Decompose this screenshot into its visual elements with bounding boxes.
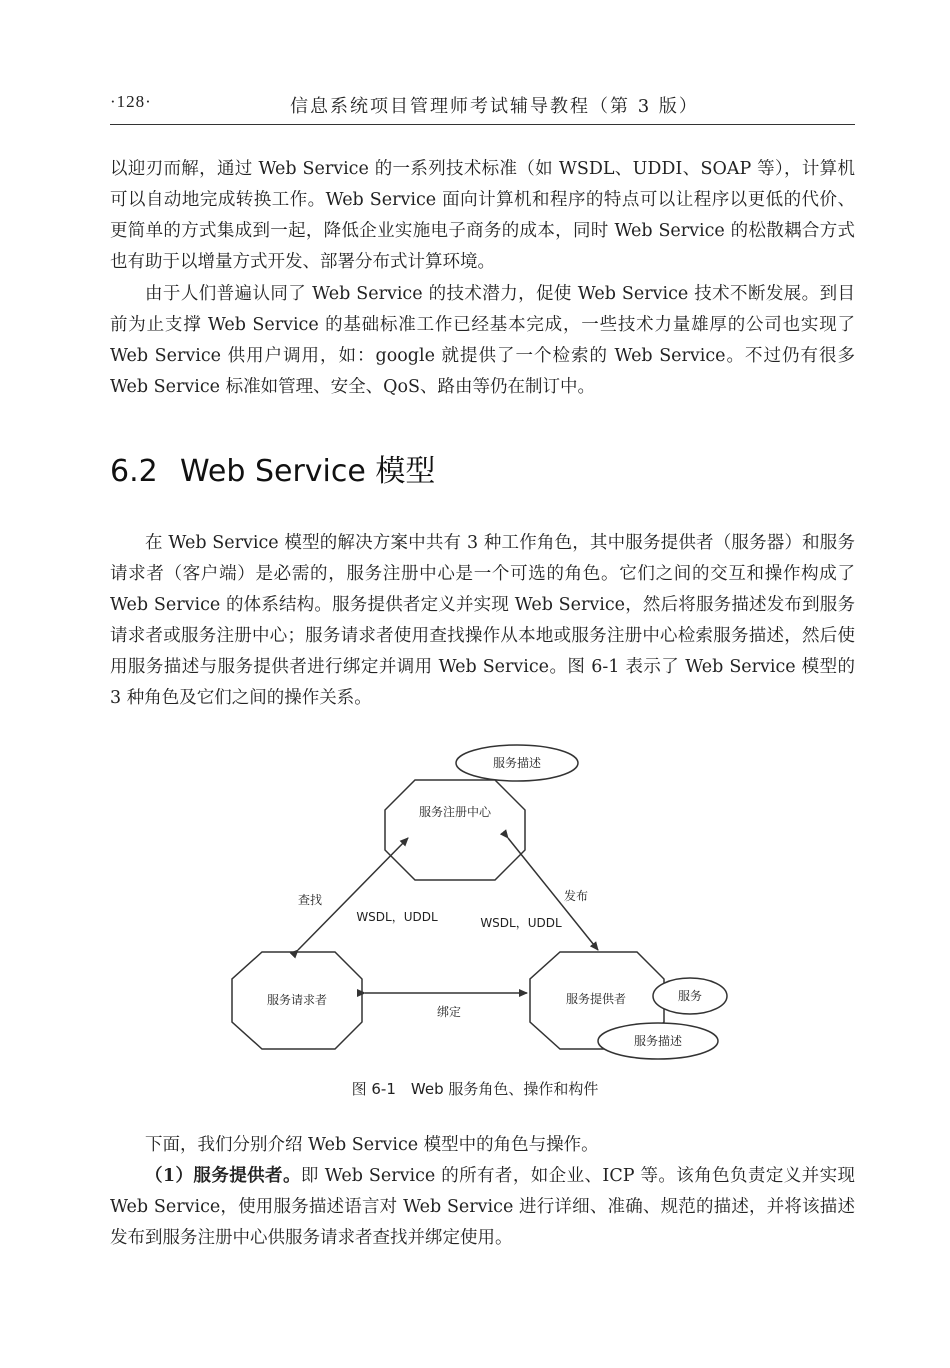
figure-6-1 (0, 740, 950, 1070)
figure-caption: 图 6-1 Web 服务角色、操作和构件 (351, 1080, 599, 1098)
paragraph-5-lead: （1）服务提供者。 (145, 1166, 301, 1186)
publish-protocol-label: WSDL，UDDL (480, 916, 562, 930)
paragraph-5-text (110, 1161, 855, 1254)
paragraph-5-body: 即 Web Service 的所有者，如企业、ICP 等。该角色负责定义并实现 Web Service，使用服务描述语言对 Web Service 进行详细、准确、规范的描述，并将该描述发布到服务注册中心供服务请求者查找并绑定使用。 (110, 1166, 855, 1248)
section-title: Web Service 模型 (180, 454, 436, 489)
requester-label: 服务请求者 (266, 993, 328, 1007)
paragraph-1 (110, 154, 855, 278)
paragraph-3-text: 在 Web Service 模型的解决方案中共有 3 种工作角色，其中服务提供者（服务器）和服务请求者（客户端）是必需的，服务注册中心是一个可选的角色。它们之间的交互和操作构成了 Web Service 的体系结构。服务提供者定义并实现 Web Service，然后将服务描述发布到服务请求者或服务注册中心；服务请求者使用查找操作从本地或服务注册中心检索服务描述，然后使用服务描述与服务提供者进行绑定并调用 Web Service。图 6-1 表示了 Web Service 模型的 3 种角色及它们之间的操作关系。 (110, 533, 855, 708)
paragraph-4 (110, 1130, 855, 1161)
paragraph-2-text: 由于人们普遍认同了 Web Service 的技术潜力，促使 Web Service 技术不断发展。到目前为止支撑 Web Service 的基础标准工作已经基本完成，一些技术力量雄厚的公司也实现了 Web Service 供用户调用，如：google 就提供了一个检索的 Web Service。不过仍有很多 Web Service 标准如管理、安全、QoS、路由等仍在制订中。 (110, 284, 855, 397)
running-title: 信息系统项目管理师考试辅导教程（第 3 版） (290, 96, 699, 117)
provider-description-label: 服务描述 (633, 1034, 683, 1048)
page-header (110, 92, 855, 125)
section-number: 6.2 (110, 454, 158, 489)
provider-label: 服务提供者 (565, 992, 627, 1006)
web-service-diagram (0, 740, 950, 1070)
paragraph-2 (110, 279, 855, 403)
bind-label: 绑定 (436, 1005, 462, 1019)
service-label: 服务 (677, 989, 703, 1003)
section-heading (110, 446, 435, 490)
find-label: 查找 (297, 893, 323, 907)
paragraph-3 (110, 528, 855, 714)
page-number: ·128· (110, 92, 152, 111)
publish-label: 发布 (563, 889, 589, 903)
paragraph-1-text: 以迎刃而解，通过 Web Service 的一系列技术标准（如 WSDL、UDDI、SOAP 等），计算机可以自动地完成转换工作。Web Service 面向计算机和程序的特点可以让程序以更低的代价、更简单的方式集成到一起，降低企业实施电子商务的成本，同时 Web Service 的松散耦合方式也有助于以增量方式开发、部署分布式计算环境。 (110, 159, 855, 272)
paragraph-4-text: 下面，我们分别介绍 Web Service 模型中的角色与操作。 (145, 1135, 599, 1155)
registry-node (385, 780, 525, 880)
paragraph-5 (110, 1161, 855, 1254)
registry-label: 服务注册中心 (418, 805, 492, 819)
registry-description-label: 服务描述 (492, 756, 542, 770)
find-protocol-label: WSDL，UDDL (356, 910, 438, 924)
